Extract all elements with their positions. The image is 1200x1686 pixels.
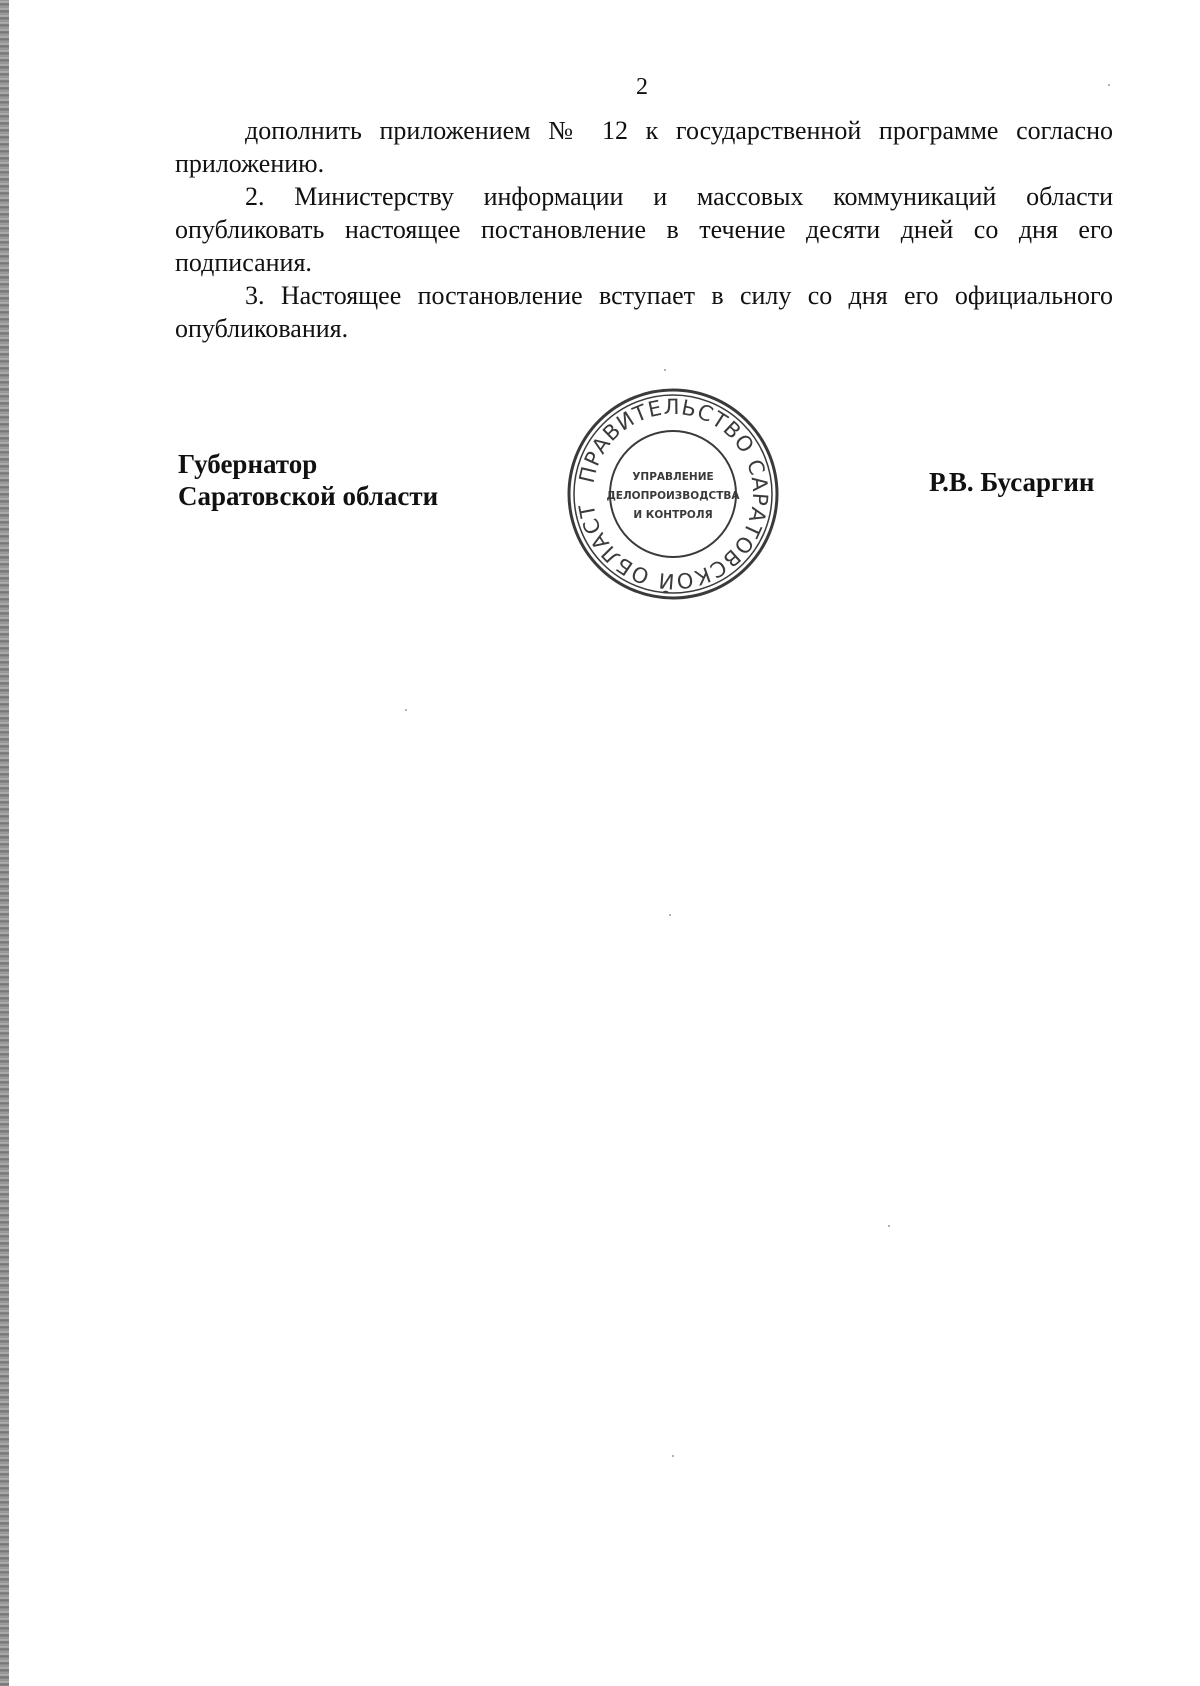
stamp-inner-line-1: УПРАВЛЕНИЕ — [632, 471, 714, 483]
stamp-inner-line-2: ДЕЛОПРОИЗВОДСТВА — [606, 490, 740, 502]
scan-speck — [888, 1225, 890, 1227]
scan-speck — [672, 1455, 674, 1457]
official-stamp — [566, 387, 780, 601]
scan-speck — [669, 914, 671, 916]
stamp-outer-text: ПРАВИТЕЛЬСТВО САРАТОВСКОЙ ОБЛАСТ — [574, 394, 773, 594]
signatory-name: Р.В. Бусаргин — [929, 467, 1095, 497]
stamp-inner-line-3: И КОНТРОЛЯ — [633, 509, 713, 521]
paragraph-3: 3. Настоящее постановление вступает в силу со дня его официального опубликования. — [175, 281, 1113, 343]
signatory-title — [178, 448, 438, 512]
scan-edge — [0, 0, 9, 1686]
document-body — [175, 114, 1113, 345]
page-number: 2 — [636, 74, 648, 100]
scan-speck — [405, 709, 407, 711]
signatory-title-line-1: Губернатор — [178, 449, 318, 479]
paragraph-1: дополнить приложением № 12 к государственной программе согласно приложению. — [175, 116, 1113, 178]
scan-speck — [1108, 84, 1110, 86]
scan-speck — [664, 369, 666, 371]
signatory-title-line-2: Саратовской области — [178, 481, 439, 511]
paragraph-2: 2. Министерству информации и массовых коммуникаций области опубликовать настоящее постановление в течение десяти дней со дня его подписания. — [175, 182, 1113, 277]
